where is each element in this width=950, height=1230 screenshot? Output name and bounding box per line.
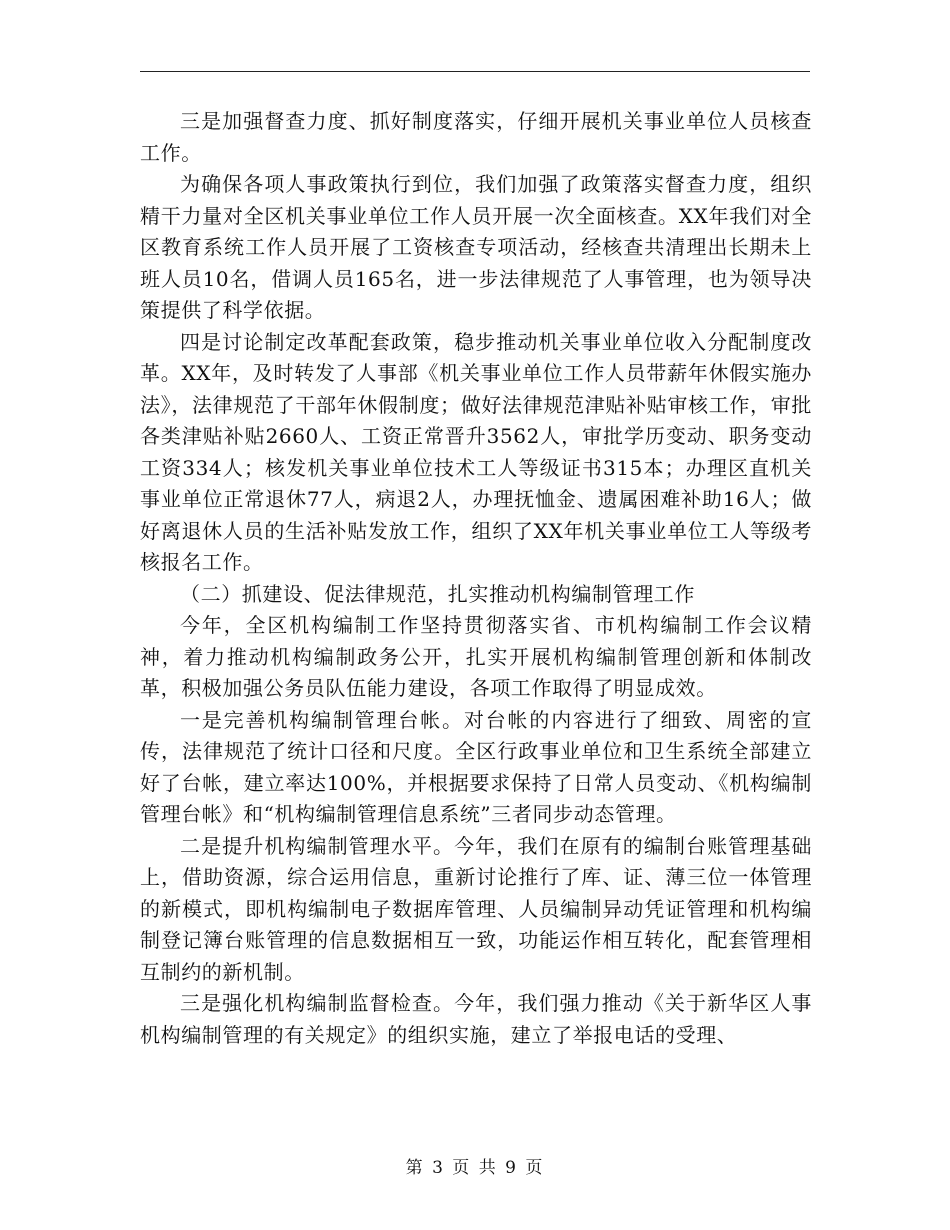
paragraph-1: 三是加强督查力度、抓好制度落实，仔细开展机关事业单位人员核查工作。 [140, 109, 812, 165]
header-rule [140, 71, 810, 72]
paragraph-5: 一是完善机构编制管理台帐。对台帐的内容进行了细致、周密的宣传，法律规范了统计口径和尺度。全区行政事业单位和卫生系统全部建立好了台帐，建立率达100%，并根据要求保持了日常人员变动、《机构编制管理台帐》和“机构编制管理信息系统”三者同步动态管理。 [140, 707, 812, 826]
section-heading: （二）抓建设、促法律规范，扎实推动机构编制管理工作 [180, 581, 695, 606]
document-body [140, 106, 812, 1051]
paragraph-7: 三是强化机构编制监督检查。今年，我们强力推动《关于新华区人事机构编制管理的有关规定》的组织实施，建立了举报电话的受理、 [140, 991, 812, 1047]
paragraph-6: 二是提升机构编制管理水平。今年，我们在原有的编制台账管理基础上，借助资源，综合运用信息，重新讨论推行了库、证、薄三位一体管理的新模式，即机构编制电子数据库管理、人员编制异动凭证管理和机构编制登记簿台账管理的信息数据相互一致，功能运作相互转化，配套管理相互制约的新机制。 [140, 833, 812, 984]
paragraph-2: 为确保各项人事政策执行到位，我们加强了政策落实督查力度，组织精干力量对全区机关事业单位工作人员开展一次全面核查。XX年我们对全区教育系统工作人员开展了工资核查专项活动，经核查共清理出长期未上班人员10名，借调人员165名，进一步法律规范了人事管理，也为领导决策提供了科学依据。 [140, 172, 812, 322]
page-number: 第 3 页 共 9 页 [405, 1158, 545, 1178]
paragraph-4: 今年，全区机构编制工作坚持贯彻落实省、市机构编制工作会议精神，着力推动机构编制政务公开，扎实开展机构编制管理创新和体制改革，积极加强公务员队伍能力建设，各项工作取得了明显成效。 [140, 613, 812, 700]
paragraph-3: 四是讨论制定改革配套政策，稳步推动机关事业单位收入分配制度改革。XX年，及时转发了人事部《机关事业单位工作人员带薪年休假实施办法》，法律规范了干部年休假制度；做好法律规范津贴补贴审核工作，审批各类津贴补贴2660人、工资正常晋升3562人，审批学历变动、职务变动工资334人；核发机关事业单位技术工人等级证书315本；办理区直机关事业单位正常退休77人，病退2人，办理抚恤金、遗属困难补助16人；做好离退休人员的生活补贴发放工作，组织了XX年机关事业单位工人等级考核报名工作。 [140, 329, 812, 574]
